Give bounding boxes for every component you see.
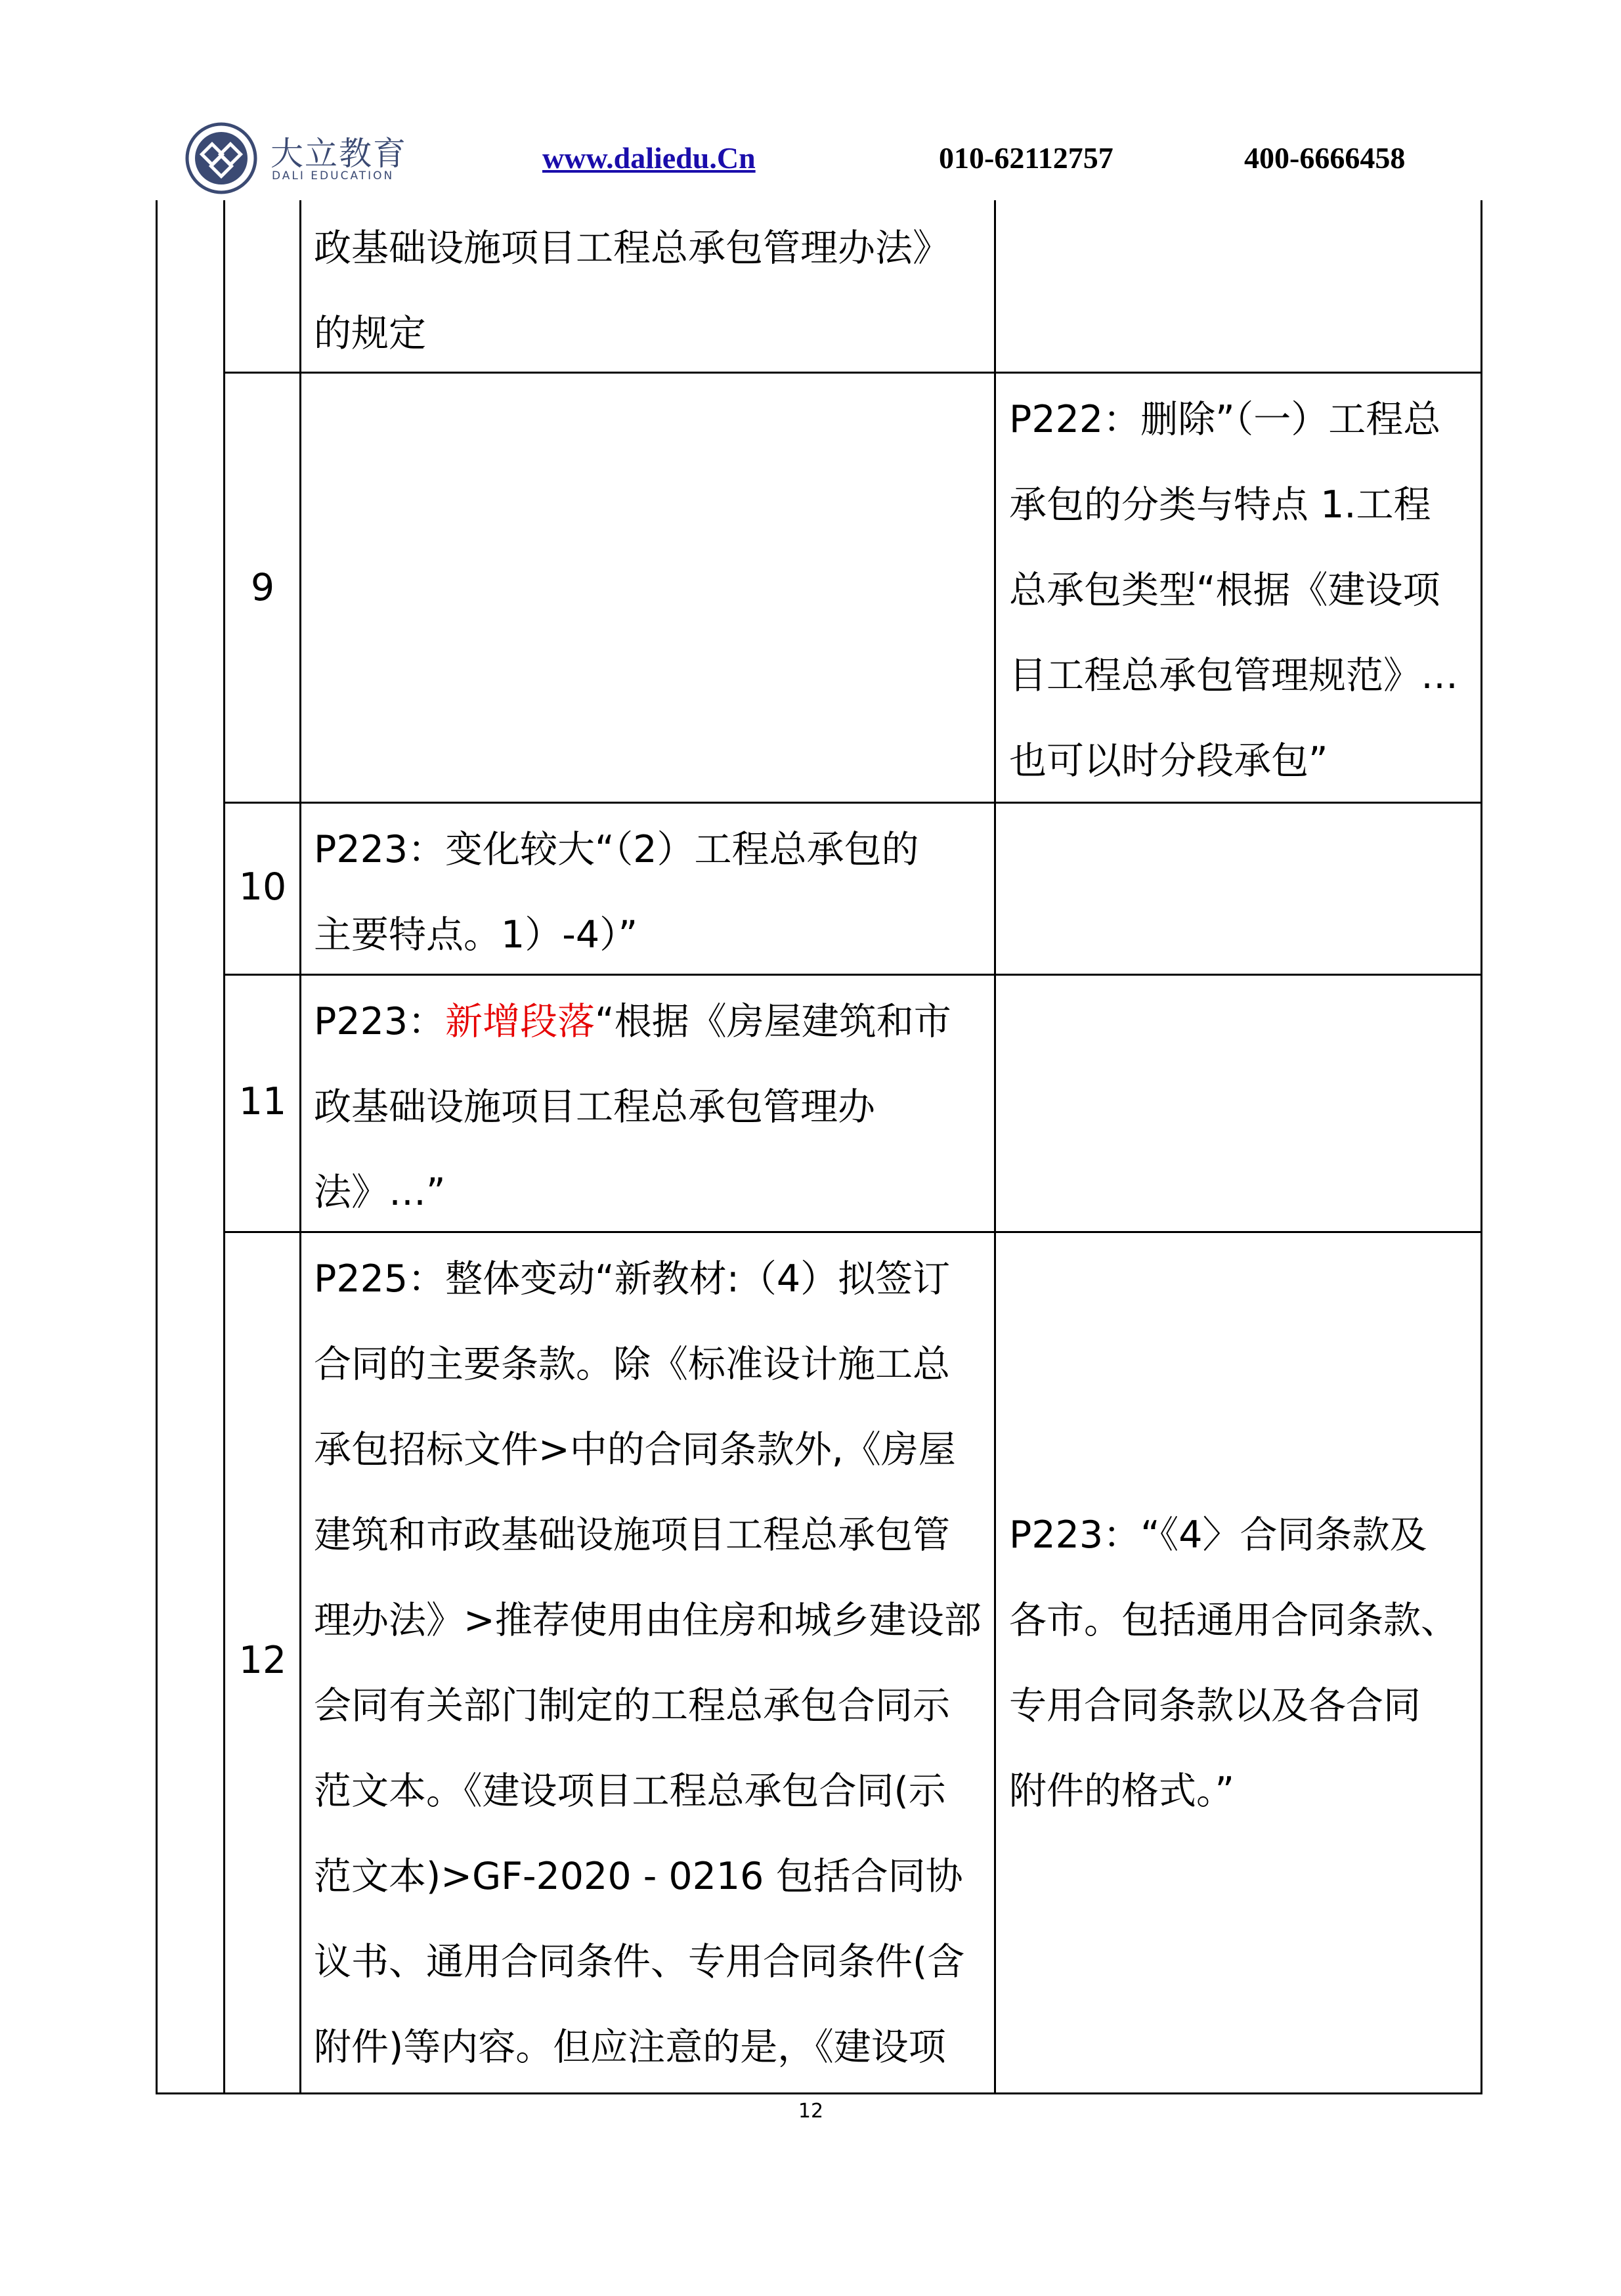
cell-text-line: 理办法》>推荐使用由住房和城乡建设部	[314, 1599, 982, 1642]
quote-start: “根据《房屋建筑和市	[595, 1000, 951, 1043]
phone-number-1: 010-62112757	[939, 141, 1113, 175]
logo-english-name: DALI EDUCATION	[272, 169, 395, 183]
logo-chinese-name: 大立教育	[270, 135, 407, 173]
row-number: 11	[238, 1080, 287, 1123]
table-divider-number	[299, 200, 301, 2094]
cell-text-line: 总承包类型“根据《建设项	[1009, 569, 1440, 612]
cell-text-line: 附件的格式。”	[1009, 1769, 1235, 1813]
table-cell-r10-old	[314, 807, 919, 978]
website-link[interactable]: www.daliedu.Cn	[542, 141, 756, 175]
cell-text-line: 范文本。《建设项目工程总承包合同(示	[314, 1769, 946, 1813]
cell-text-line: 承包招标文件>中的合同条款外,《房屋	[314, 1428, 956, 1471]
table-border-left	[156, 200, 158, 2094]
cell-text-line: 的规定	[314, 312, 426, 355]
logo	[185, 122, 421, 194]
cell-text-line: P223：变化较大“（2）工程总承包的	[314, 828, 919, 871]
cell-text-line: 会同有关部门制定的工程总承包合同示	[314, 1684, 950, 1727]
cell-text-line: 承包的分类与特点 1.工程	[1009, 483, 1431, 527]
table-border-bottom	[156, 2092, 1482, 2094]
cell-text-line: 附件)等内容。但应注意的是，《建设项	[314, 2025, 946, 2069]
cell-text-line: 政基础设施项目工程总承包管理办	[314, 1085, 875, 1129]
cell-text-line: 专用合同条款以及各合同	[1009, 1684, 1421, 1727]
cell-text-line: 建筑和市政基础设施项目工程总承包管	[314, 1513, 950, 1557]
page-number: 12	[798, 2100, 824, 2123]
dali-education-emblem-icon	[185, 122, 257, 194]
cell-text-line: 法》…”	[314, 1171, 446, 1214]
table-cell-r9-new	[1009, 377, 1458, 804]
cell-text-line: 主要特点。1）-4）”	[314, 913, 638, 957]
table-cell-r12-old	[314, 1236, 982, 2090]
cell-text-line: P222：删除”（一）工程总	[1009, 398, 1441, 441]
cell-text-line: 合同的主要条款。除《标准设计施工总	[314, 1343, 950, 1386]
cell-text-line: 政基础设施项目工程总承包管理办法》	[314, 227, 950, 270]
table-border-right	[1481, 200, 1482, 2094]
cell-text-line: P225：整体变动“新教材:（4）拟签订	[314, 1257, 951, 1301]
cell-text-line: 范文本)>GF-2020 - 0216 包括合同协	[314, 1855, 963, 1898]
table-divider-index	[223, 200, 225, 2094]
table-cell-r12-new	[1009, 1492, 1458, 1834]
row-number: 9	[250, 566, 275, 609]
cell-text-line: 目工程总承包管理规范》…	[1009, 654, 1458, 697]
row-number: 12	[238, 1639, 287, 1682]
table-cell-r11-old	[314, 979, 951, 1235]
phone-number-2: 400-6666458	[1244, 141, 1406, 175]
cell-text-line	[314, 979, 951, 1064]
cell-text-line: P223：“《4〉合同条款及	[1009, 1513, 1427, 1557]
table-cell-continued-old	[314, 206, 950, 376]
page-ref: P223：	[314, 1000, 446, 1043]
table-divider-content	[994, 200, 996, 2094]
new-paragraph-highlight: 新增段落	[445, 1000, 595, 1043]
cell-text-line: 议书、通用合同条件、专用合同条件(含	[314, 1940, 965, 1983]
cell-text-line: 也可以时分段承包”	[1009, 739, 1328, 783]
row-number: 10	[238, 865, 287, 909]
cell-text-line: 各市。包括通用合同条款、	[1009, 1599, 1458, 1642]
